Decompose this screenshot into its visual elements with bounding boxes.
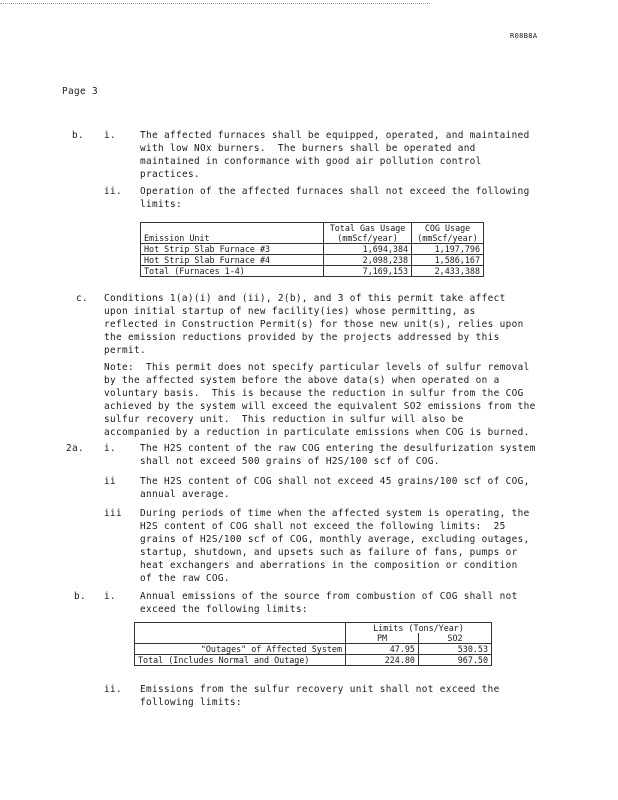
row-cog-usage: 1,586,167 (412, 255, 484, 266)
row-unit: Total (Furnaces 1-4) (141, 266, 324, 277)
note-line-6: accompanied by a reduction in particulate emissions when COG is burned. (104, 427, 530, 438)
row-so2: 967.50 (418, 655, 491, 666)
section-b2-item-ii-line-1: Emissions from the sulfur recovery unit shall not exceed the (140, 684, 500, 695)
section-b-item-i-line-2: with low NOx burners. The burners shall be operated and (140, 143, 476, 154)
row-gas-usage: 1,694,384 (324, 244, 412, 255)
note-line-1: Note: This permit does not specify particular levels of sulfur removal (104, 362, 530, 373)
table-header-row (141, 223, 484, 234)
emission-limits-table (134, 622, 492, 666)
row-unit: Hot Strip Slab Furnace #4 (141, 255, 324, 266)
top-scan-rule (0, 3, 430, 4)
section-2a-item-iii-line-4: startup, shutdown, and upsets such as failure of fans, pumps or (140, 547, 518, 558)
table-row (135, 655, 492, 666)
note-line-2: by the affected system before the above data(s) when operated on a (104, 375, 500, 386)
note-line-3: voluntary basis. This is because the reduction in sulfur from the COG (104, 388, 524, 399)
row-pm: 224.80 (346, 655, 419, 666)
header-so2: SO2 (418, 633, 491, 644)
section-2a-item-iii-line-5: heat exchangers and aberrations in the composition or condition (140, 560, 518, 571)
note-line-4: achieved by the system will exceed the equivalent SO2 emissions from the (104, 401, 536, 412)
section-b-item-i-line-3: maintained in conformance with good air pollution control (140, 156, 482, 167)
table-row (135, 644, 492, 655)
section-2a-item-iii-line-6: of the raw COG. (140, 573, 230, 584)
section-b2-item-ii-line-2: following limits: (140, 697, 242, 708)
row-gas-usage: 2,098,238 (324, 255, 412, 266)
section-c-line-2: upon initial startup of new facility(ies) whose permitting, as (104, 306, 476, 317)
section-b-item-ii-number: ii. (104, 186, 122, 197)
row-so2: 530.53 (418, 644, 491, 655)
section-b-item-ii-line-1: Operation of the affected furnaces shall not exceed the following (140, 186, 530, 197)
section-2a-item-ii-line-1: The H2S content of COG shall not exceed 45 grains/100 scf of COG, (140, 476, 530, 487)
row-unit: Hot Strip Slab Furnace #3 (141, 244, 324, 255)
table-header-row (135, 633, 492, 644)
section-2a-item-iii-line-2: H2S content of COG shall not exceed the following limits: 25 (140, 521, 506, 532)
header-cog-usage: COG Usage (412, 223, 484, 234)
header-limits: Limits (Tons/Year) (346, 623, 492, 634)
section-2a-item-i-number: i. (104, 443, 116, 454)
section-b-item-i-number: i. (104, 130, 116, 141)
section-b-item-i-line-1: The affected furnaces shall be equipped, operated, and maintained (140, 130, 530, 141)
section-b2-marker: b. (74, 591, 86, 602)
section-c-line-1: Conditions 1(a)(i) and (ii), 2(b), and 3 of this permit take affect (104, 293, 506, 304)
row-cog-usage: 1,197,796 (412, 244, 484, 255)
section-2a-item-iii-line-3: grains of H2S/100 scf of COG, monthly average, excluding outages, (140, 534, 530, 545)
header-total-gas-usage: Total Gas Usage (324, 223, 412, 234)
table-header-row (141, 233, 484, 244)
document-reference: R08B8A (510, 32, 538, 40)
section-b-item-i-line-4: practices. (140, 169, 200, 180)
section-c-line-5: permit. (104, 345, 146, 356)
header-cog-units: (mmScf/year) (412, 233, 484, 244)
note-line-5: sulfur recovery unit. This reduction in sulfur will also be (104, 414, 464, 425)
section-c-line-4: the emission reductions provided by the projects addressed by this (104, 332, 500, 343)
section-2a-item-i-line-2: shall not exceed 500 grains of H2S/100 scf of COG. (140, 456, 440, 467)
section-b2-item-i-line-2: exceed the following limits: (140, 604, 308, 615)
section-c-line-3: reflected in Construction Permit(s) for those new unit(s), relies upon (104, 319, 524, 330)
section-b2-item-ii-number: ii. (104, 684, 122, 695)
row-label: Total (Includes Normal and Outage) (135, 655, 346, 666)
table-row (141, 255, 484, 266)
header-emission-unit: Emission Unit (141, 233, 324, 244)
section-b2-item-i-line-1: Annual emissions of the source from combustion of COG shall not (140, 591, 518, 602)
section-2a-item-ii-line-2: annual average. (140, 489, 230, 500)
row-gas-usage: 7,169,153 (324, 266, 412, 277)
table-row (141, 266, 484, 277)
page-number: Page 3 (62, 86, 98, 97)
section-2a-item-ii-number: ii (104, 476, 116, 487)
section-b2-item-i-number: i. (104, 591, 116, 602)
section-2a-marker: 2a. (66, 443, 84, 454)
section-2a-item-i-line-1: The H2S content of the raw COG entering the desulfurization system (140, 443, 536, 454)
section-c-marker: c. (76, 293, 88, 304)
section-2a-item-iii-line-1: During periods of time when the affected system is operating, the (140, 508, 530, 519)
header-gas-units: (mmScf/year) (324, 233, 412, 244)
section-b-item-ii-line-2: limits: (140, 199, 182, 210)
header-pm: PM (346, 633, 419, 644)
row-pm: 47.95 (346, 644, 419, 655)
furnace-usage-table (140, 222, 484, 277)
row-cog-usage: 2,433,388 (412, 266, 484, 277)
row-label: "Outages" of Affected System (135, 644, 346, 655)
section-b-marker: b. (72, 130, 84, 141)
table-header-row (135, 623, 492, 634)
table-row (141, 244, 484, 255)
section-2a-item-iii-number: iii (104, 508, 122, 519)
